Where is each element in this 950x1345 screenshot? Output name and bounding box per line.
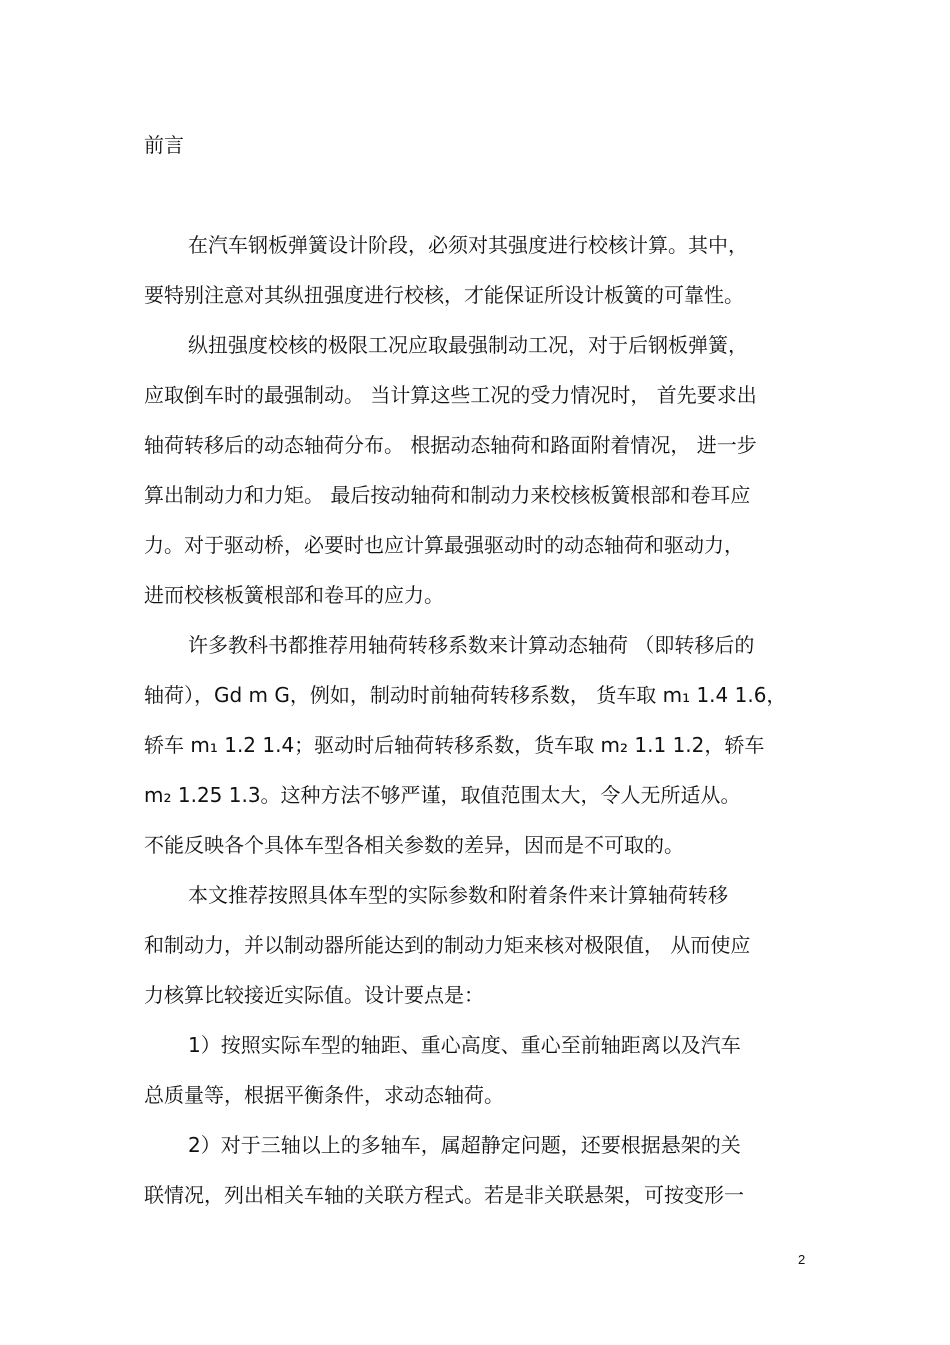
paragraph-line: 和制动力，并以制动器所能达到的制动力矩来核对极限值， 从而使应 [144,933,751,957]
paragraph-line: 总质量等，根据平衡条件，求动态轴荷。 [144,1083,504,1107]
paragraph-line: 力核算比较接近实际值。设计要点是： [144,983,484,1007]
paragraph-line: 轿车 m₁ 1.2 1.4；驱动时后轴荷转移系数，货车取 m₂ 1.1 1.2，轿车 [144,733,765,757]
paragraph-line: 许多教科书都推荐用轴荷转移系数来计算动态轴荷 （即转移后的 [188,633,755,657]
paragraph-line: 2）对于三轴以上的多轴车，属超静定问题，还要根据悬架的关 [188,1133,741,1157]
paragraph-line: 进而校核板簧根部和卷耳的应力。 [144,583,444,607]
paragraph-line: 轴荷），Gd m G，例如，制动时前轴荷转移系数， 货车取 m₁ 1.4 1.6， [144,683,787,707]
paragraph-line: 要特别注意对其纵扭强度进行校核，才能保证所设计板簧的可靠性。 [144,283,744,307]
paragraph-line: 轴荷转移后的动态轴荷分布。 根据动态轴荷和路面附着情况， 进一步 [144,433,757,457]
page-number: 2 [798,1252,806,1267]
paragraph-line: m₂ 1.25 1.3。这种方法不够严谨，取值范围太大，令人无所适从。 [144,783,741,807]
paragraph-line: 联情况，列出相关车轴的关联方程式。若是非关联悬架，可按变形一 [144,1183,744,1207]
paragraph-line: 在汽车钢板弹簧设计阶段，必须对其强度进行校核计算。其中， [188,233,748,257]
section-heading: 前言 [144,133,184,157]
paragraph-line: 纵扭强度校核的极限工况应取最强制动工况，对于后钢板弹簧， [188,333,748,357]
paragraph-line: 算出制动力和力矩。 最后按动轴荷和制动力来校核板簧根部和卷耳应 [144,483,751,507]
paragraph-line: 1）按照实际车型的轴距、重心高度、重心至前轴距离以及汽车 [188,1033,741,1057]
paragraph-line: 本文推荐按照具体车型的实际参数和附着条件来计算轴荷转移 [188,883,728,907]
paragraph-line: 不能反映各个具体车型各相关参数的差异，因而是不可取的。 [144,833,684,857]
paragraph-line: 力。对于驱动桥，必要时也应计算最强驱动时的动态轴荷和驱动力， [144,533,744,557]
paragraph-line: 应取倒车时的最强制动。 当计算这些工况的受力情况时， 首先要求出 [144,383,757,407]
